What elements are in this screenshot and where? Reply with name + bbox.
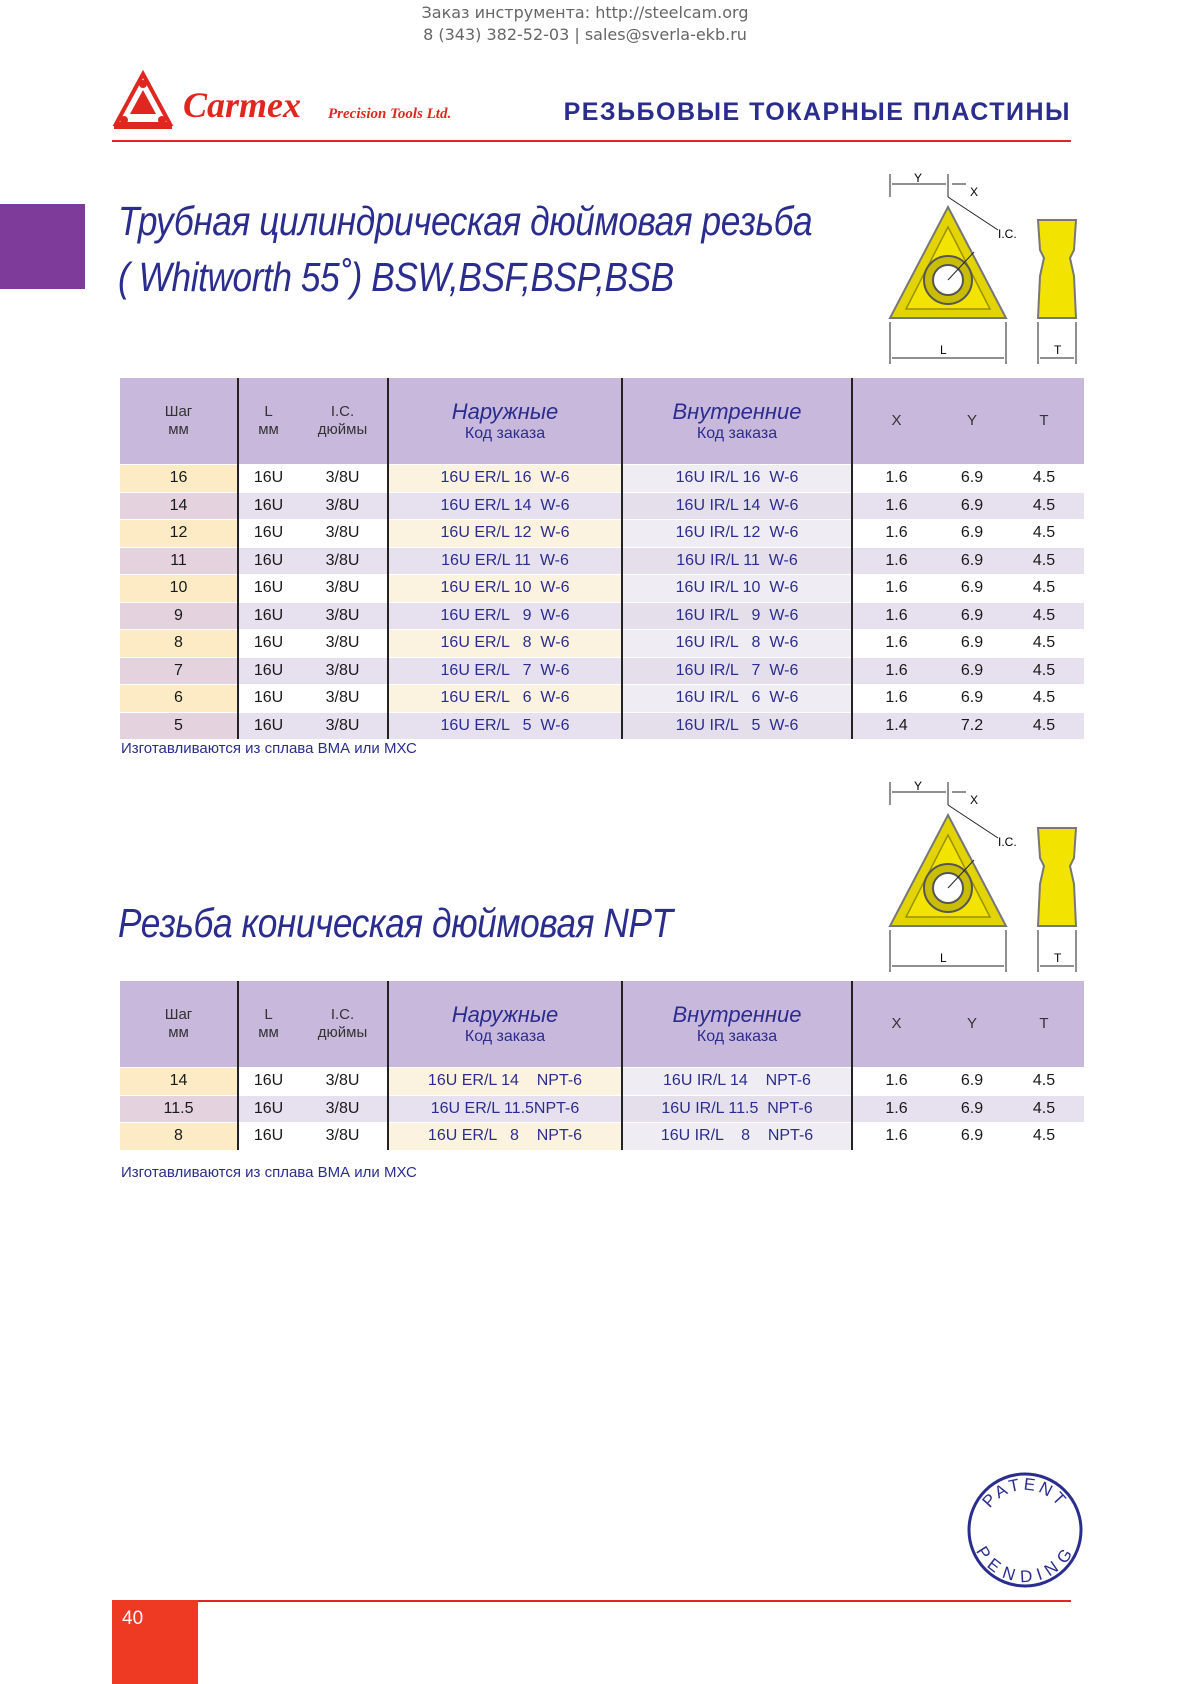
cell-ic: 3/8U	[298, 520, 388, 548]
chapter-tab-marker	[0, 204, 85, 289]
cell-y: 6.9	[940, 520, 1004, 548]
cell-l: 16U	[238, 685, 298, 713]
cell-ext: 16U ER/L 6 W-6	[388, 685, 622, 713]
cell-int: 16U IR/L 16 W-6	[622, 465, 852, 493]
table-row	[120, 685, 1084, 713]
cell-ext: 16U ER/L 9 W-6	[388, 602, 622, 630]
cell-t: 4.5	[1004, 712, 1084, 739]
cell-ic: 3/8U	[298, 1095, 388, 1123]
contact-phone-email: 8 (343) 382-52-03 | sales@sverla-ekb.ru	[423, 25, 747, 44]
cell-l: 16U	[238, 712, 298, 739]
cell-l: 16U	[238, 547, 298, 575]
cell-pitch: 6	[120, 685, 238, 713]
col-internal: Внутренние Код заказа	[622, 981, 852, 1068]
logo-wordmark: Carmex	[183, 85, 302, 125]
cell-ic: 3/8U	[298, 492, 388, 520]
cell-int: 16U IR/L 14 NPT-6	[622, 1068, 852, 1096]
cell-y: 7.2	[940, 712, 1004, 739]
cell-y: 6.9	[940, 630, 1004, 658]
col-t: T	[1004, 981, 1084, 1068]
cell-pitch: 14	[120, 492, 238, 520]
col-l: L мм	[238, 981, 298, 1068]
cell-ic: 3/8U	[298, 685, 388, 713]
cell-x: 1.6	[852, 657, 940, 685]
cell-ext: 16U ER/L 8 NPT-6	[388, 1123, 622, 1150]
cell-l: 16U	[238, 1068, 298, 1096]
cell-y: 6.9	[940, 465, 1004, 493]
cell-ext: 16U ER/L 12 W-6	[388, 520, 622, 548]
cell-y: 6.9	[940, 602, 1004, 630]
header-divider	[112, 140, 1071, 142]
cell-t: 4.5	[1004, 1068, 1084, 1096]
cell-t: 4.5	[1004, 630, 1084, 658]
table-header-row	[120, 981, 1084, 1068]
cell-x: 1.6	[852, 547, 940, 575]
cell-t: 4.5	[1004, 657, 1084, 685]
cell-int: 16U IR/L 11 W-6	[622, 547, 852, 575]
cell-x: 1.6	[852, 492, 940, 520]
cell-l: 16U	[238, 657, 298, 685]
table-row	[120, 1123, 1084, 1150]
cell-pitch: 7	[120, 657, 238, 685]
table-header-row	[120, 378, 1084, 465]
dim-t-label: T	[1054, 951, 1062, 965]
logo-subtitle: Precision Tools Ltd.	[328, 106, 452, 122]
cell-ic: 3/8U	[298, 657, 388, 685]
cell-ic: 3/8U	[298, 712, 388, 739]
dim-l-label: L	[940, 343, 947, 357]
dim-y-label: Y	[914, 780, 923, 793]
cell-y: 6.9	[940, 1095, 1004, 1123]
cell-ic: 3/8U	[298, 575, 388, 603]
dim-ic-label: I.C.	[998, 227, 1017, 241]
cell-int: 16U IR/L 11.5 NPT-6	[622, 1095, 852, 1123]
dim-t-label: T	[1054, 343, 1062, 357]
col-y: Y	[940, 378, 1004, 465]
cell-t: 4.5	[1004, 1123, 1084, 1150]
bsw-material-note: Изготавливаются из сплава ВМА или МХС	[121, 740, 417, 757]
cell-ic: 3/8U	[298, 1068, 388, 1096]
cell-x: 1.6	[852, 520, 940, 548]
cell-ic: 3/8U	[298, 547, 388, 575]
cell-ic: 3/8U	[298, 630, 388, 658]
table-row	[120, 520, 1084, 548]
cell-x: 1.4	[852, 712, 940, 739]
col-t: T	[1004, 378, 1084, 465]
table-row	[120, 602, 1084, 630]
stamp-text-top: PATENT	[978, 1474, 1072, 1512]
npt-spec-table	[120, 981, 1084, 1150]
npt-title: Резьба коническая дюймовая NPT	[118, 900, 673, 946]
cell-x: 1.6	[852, 1068, 940, 1096]
cell-ic: 3/8U	[298, 465, 388, 493]
col-ic: I.C. дюймы	[298, 378, 388, 465]
cell-ext: 16U ER/L 16 W-6	[388, 465, 622, 493]
cell-y: 6.9	[940, 547, 1004, 575]
cell-pitch: 14	[120, 1068, 238, 1096]
cell-ext: 16U ER/L 11 W-6	[388, 547, 622, 575]
cell-x: 1.6	[852, 575, 940, 603]
cell-x: 1.6	[852, 465, 940, 493]
dim-ic-label: I.C.	[998, 835, 1017, 849]
cell-t: 4.5	[1004, 492, 1084, 520]
cell-l: 16U	[238, 1123, 298, 1150]
npt-material-note: Изготавливаются из сплава ВМА или МХС	[121, 1164, 417, 1181]
cell-t: 4.5	[1004, 575, 1084, 603]
cell-x: 1.6	[852, 1095, 940, 1123]
table-row	[120, 1068, 1084, 1096]
col-external: Наружные Код заказа	[388, 378, 622, 465]
cell-pitch: 11	[120, 547, 238, 575]
cell-l: 16U	[238, 465, 298, 493]
bsw-title-line2: ( Whitworth 55˚) BSW,BSF,BSP,BSB	[118, 254, 674, 300]
cell-ic: 3/8U	[298, 602, 388, 630]
dim-x-label: X	[970, 185, 979, 199]
table-row	[120, 547, 1084, 575]
cell-x: 1.6	[852, 685, 940, 713]
cell-l: 16U	[238, 1095, 298, 1123]
cell-int: 16U IR/L 7 W-6	[622, 657, 852, 685]
col-x: X	[852, 378, 940, 465]
dim-y-label: Y	[914, 172, 923, 185]
col-pitch: Шаг мм	[120, 378, 238, 465]
cell-pitch: 10	[120, 575, 238, 603]
cell-y: 6.9	[940, 1068, 1004, 1096]
section-title: РЕЗЬБОВЫЕ ТОКАРНЫЕ ПЛАСТИНЫ	[563, 98, 1071, 126]
cell-t: 4.5	[1004, 602, 1084, 630]
cell-ext: 16U ER/L 5 W-6	[388, 712, 622, 739]
cell-int: 16U IR/L 14 W-6	[622, 492, 852, 520]
cell-ext: 16U ER/L 11.5NPT-6	[388, 1095, 622, 1123]
carmex-emblem-icon	[112, 70, 174, 132]
bsw-spec-table	[120, 378, 1084, 739]
cell-int: 16U IR/L 8 NPT-6	[622, 1123, 852, 1150]
col-external: Наружные Код заказа	[388, 981, 622, 1068]
carmex-logo	[112, 70, 472, 140]
cell-int: 16U IR/L 9 W-6	[622, 602, 852, 630]
bsw-table-body	[120, 465, 1084, 740]
cell-l: 16U	[238, 602, 298, 630]
bsw-title-line1: Трубная цилиндрическая дюймовая резьба	[118, 198, 813, 244]
table-row	[120, 575, 1084, 603]
cell-x: 1.6	[852, 602, 940, 630]
insert-side-view-icon	[1038, 220, 1076, 318]
cell-l: 16U	[238, 520, 298, 548]
col-l: L мм	[238, 378, 298, 465]
cell-int: 16U IR/L 8 W-6	[622, 630, 852, 658]
cell-y: 6.9	[940, 685, 1004, 713]
insert-drawing-npt	[878, 780, 1088, 975]
cell-l: 16U	[238, 492, 298, 520]
cell-ic: 3/8U	[298, 1123, 388, 1150]
contact-order-line: Заказ инструмента: http://steelcam.org	[421, 3, 749, 22]
cell-y: 6.9	[940, 575, 1004, 603]
cell-ext: 16U ER/L 7 W-6	[388, 657, 622, 685]
cell-t: 4.5	[1004, 520, 1084, 548]
col-x: X	[852, 981, 940, 1068]
cell-pitch: 8	[120, 630, 238, 658]
cell-int: 16U IR/L 6 W-6	[622, 685, 852, 713]
cell-x: 1.6	[852, 1123, 940, 1150]
cell-int: 16U IR/L 10 W-6	[622, 575, 852, 603]
cell-ext: 16U ER/L 14 NPT-6	[388, 1068, 622, 1096]
cell-l: 16U	[238, 630, 298, 658]
cell-ext: 16U ER/L 10 W-6	[388, 575, 622, 603]
insert-side-view-icon	[1038, 828, 1076, 926]
insert-drawing-bsw	[878, 172, 1088, 367]
cell-pitch: 9	[120, 602, 238, 630]
cell-pitch: 8	[120, 1123, 238, 1150]
page-number: 40	[122, 1608, 144, 1629]
cell-int: 16U IR/L 5 W-6	[622, 712, 852, 739]
dim-l-label: L	[940, 951, 947, 965]
cell-pitch: 16	[120, 465, 238, 493]
table-row	[120, 492, 1084, 520]
col-ic: I.C. дюймы	[298, 981, 388, 1068]
cell-t: 4.5	[1004, 685, 1084, 713]
cell-y: 6.9	[940, 1123, 1004, 1150]
table-row	[120, 630, 1084, 658]
cell-y: 6.9	[940, 492, 1004, 520]
col-pitch: Шаг мм	[120, 981, 238, 1068]
cell-pitch: 5	[120, 712, 238, 739]
dim-x-label: X	[970, 793, 979, 807]
table-row	[120, 657, 1084, 685]
cell-t: 4.5	[1004, 547, 1084, 575]
cell-y: 6.9	[940, 657, 1004, 685]
table-row	[120, 1095, 1084, 1123]
stamp-text-bottom: PENDING	[972, 1542, 1078, 1587]
col-internal: Внутренние Код заказа	[622, 378, 852, 465]
table-row	[120, 712, 1084, 739]
cell-pitch: 11.5	[120, 1095, 238, 1123]
cell-pitch: 12	[120, 520, 238, 548]
cell-x: 1.6	[852, 630, 940, 658]
cell-ext: 16U ER/L 8 W-6	[388, 630, 622, 658]
patent-pending-stamp	[965, 1470, 1085, 1590]
footer-divider	[112, 1600, 1071, 1602]
cell-int: 16U IR/L 12 W-6	[622, 520, 852, 548]
cell-l: 16U	[238, 575, 298, 603]
contact-info	[300, 2, 870, 46]
cell-ext: 16U ER/L 14 W-6	[388, 492, 622, 520]
cell-t: 4.5	[1004, 1095, 1084, 1123]
table-row	[120, 465, 1084, 493]
col-y: Y	[940, 981, 1004, 1068]
npt-table-body	[120, 1068, 1084, 1150]
cell-t: 4.5	[1004, 465, 1084, 493]
